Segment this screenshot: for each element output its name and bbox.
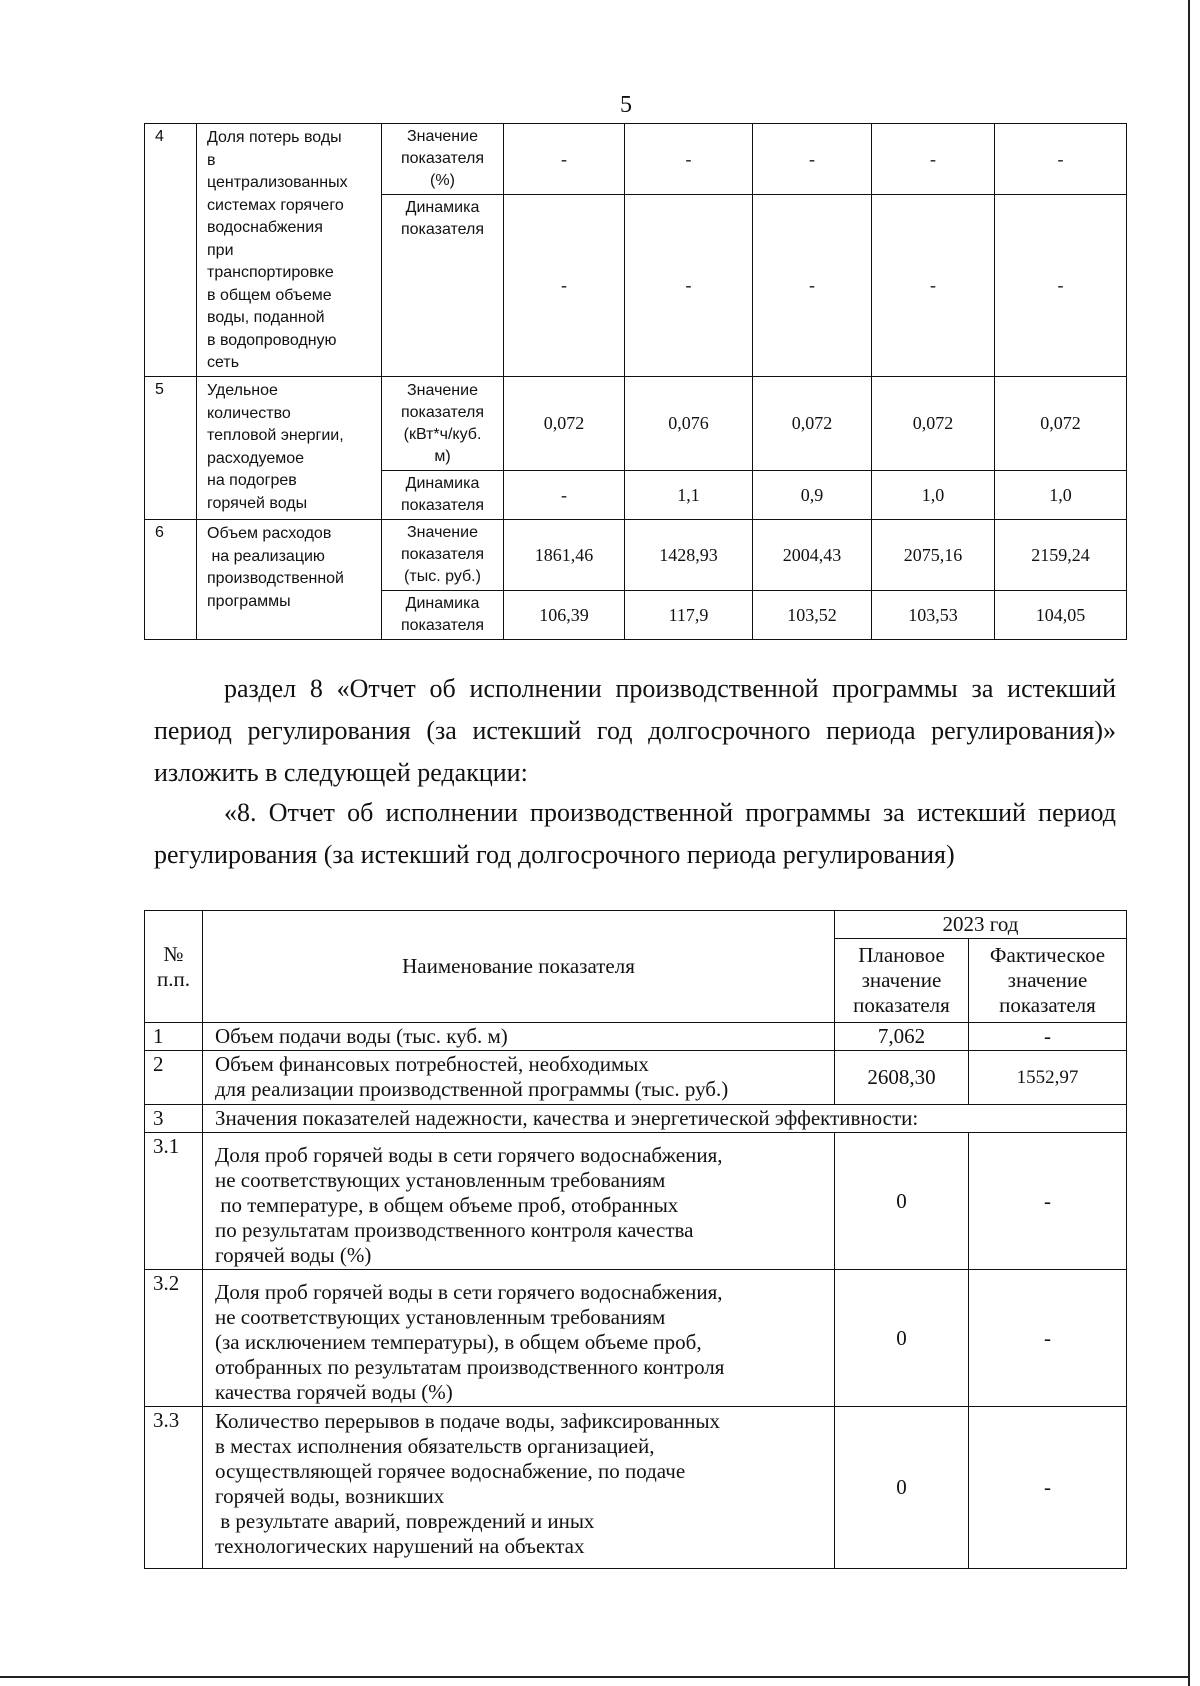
- row-number: 2: [145, 1051, 203, 1105]
- column-header-num: № п.п.: [145, 911, 203, 1023]
- amendment-paragraph: раздел 8 «Отчет об исполнении производственной программы за истекший период регулирования (за истекший год долгосрочного периода регулирования)» изложить в следующей редакции:: [154, 674, 1116, 787]
- planned-value: 0: [835, 1270, 969, 1407]
- dynamics-label: Динамика показателя: [382, 195, 504, 377]
- value-cell: 1861,46: [504, 520, 625, 591]
- indicator-name: Доля потерь воды в централизованных системах горячего водоснабжения при транспортировке в общем объеме воды, поданной в водопроводную сеть: [197, 124, 382, 377]
- dynamics-label: Динамика показателя: [382, 591, 504, 640]
- dynamics-label: Динамика показателя: [382, 471, 504, 520]
- row-number: 1: [145, 1023, 203, 1051]
- row-number: 3.1: [145, 1133, 203, 1270]
- value-cell: 1,0: [872, 471, 995, 520]
- table-row: [145, 1105, 1127, 1133]
- value-label: Значение показателя (%): [382, 124, 504, 195]
- value-cell: -: [625, 124, 753, 195]
- table-row: [145, 1270, 1127, 1407]
- value-cell: 1,1: [625, 471, 753, 520]
- table-row: [145, 1133, 1127, 1270]
- indicator-name: Объем подачи воды (тыс. куб. м): [203, 1023, 835, 1051]
- value-cell: 0,072: [753, 377, 872, 471]
- section-heading: Значения показателей надежности, качества и энергетической эффективности:: [203, 1105, 1127, 1133]
- indicator-name: Доля проб горячей воды в сети горячего водоснабжения, не соответствующих установленным требованиям по температуре, в общем объеме проб, отобранных по результатам производственного контроля качества горячей воды (%): [203, 1133, 835, 1270]
- value-cell: 2075,16: [872, 520, 995, 591]
- scan-edge-bottom: [0, 1676, 1190, 1678]
- planned-value: 2608,30: [835, 1051, 969, 1105]
- row-number: 5: [145, 377, 197, 520]
- planned-value: 7,062: [835, 1023, 969, 1051]
- value-cell: 1428,93: [625, 520, 753, 591]
- column-header-planned: Плановое значение показателя: [835, 939, 969, 1023]
- planned-value: 0: [835, 1407, 969, 1569]
- table-row: [145, 124, 1127, 195]
- actual-value: -: [969, 1023, 1127, 1051]
- row-number: 4: [145, 124, 197, 377]
- scan-edge-right: [1188, 0, 1190, 1686]
- value-cell: 1,0: [995, 471, 1127, 520]
- indicator-name: Доля проб горячей воды в сети горячего водоснабжения, не соответствующих установленным требованиям (за исключением температуры), в общем объеме проб, отобранных по результатам производственного контроля качества горячей воды (%): [203, 1270, 835, 1407]
- table-row: [145, 1051, 1127, 1105]
- value-cell: 103,53: [872, 591, 995, 640]
- value-cell: -: [504, 124, 625, 195]
- value-cell: -: [753, 124, 872, 195]
- value-cell: 0,9: [753, 471, 872, 520]
- value-cell: -: [995, 195, 1127, 377]
- page-number: 5: [620, 92, 632, 118]
- actual-value: -: [969, 1133, 1127, 1270]
- value-cell: 0,072: [504, 377, 625, 471]
- row-number: 3.2: [145, 1270, 203, 1407]
- table-row: [145, 520, 1127, 591]
- indicator-name: Объем расходов на реализацию производственной программы: [197, 520, 382, 640]
- value-label: Значение показателя (тыс. руб.): [382, 520, 504, 591]
- column-header-actual: Фактическое значение показателя: [969, 939, 1127, 1023]
- indicator-name: Объем финансовых потребностей, необходимых для реализации производственной программы (тыс. руб.): [203, 1051, 835, 1105]
- value-cell: -: [504, 195, 625, 377]
- report-table: [144, 910, 1127, 1569]
- indicator-name: Удельное количество тепловой энергии, расходуемое на подогрев горячей воды: [197, 377, 382, 520]
- column-header-name: Наименование показателя: [203, 911, 835, 1023]
- actual-value: -: [969, 1407, 1127, 1569]
- section-8-title: «8. Отчет об исполнении производственной программы за истекший период регулирования (за истекший год долгосрочного периода регулирования): [154, 798, 1116, 869]
- value-cell: 0,072: [995, 377, 1127, 471]
- value-cell: 0,072: [872, 377, 995, 471]
- value-cell: 117,9: [625, 591, 753, 640]
- actual-value: 1552,97: [969, 1051, 1127, 1105]
- planned-value: 0: [835, 1133, 969, 1270]
- column-header-year: 2023 год: [835, 911, 1127, 939]
- actual-value: -: [969, 1270, 1127, 1407]
- value-cell: -: [753, 195, 872, 377]
- row-number: 6: [145, 520, 197, 640]
- table-row: [145, 1023, 1127, 1051]
- indicators-table: [144, 123, 1127, 640]
- value-cell: -: [504, 471, 625, 520]
- row-number: 3.3: [145, 1407, 203, 1569]
- value-cell: 0,076: [625, 377, 753, 471]
- value-cell: -: [872, 195, 995, 377]
- value-cell: 104,05: [995, 591, 1127, 640]
- table-row: [145, 1407, 1127, 1569]
- value-cell: -: [995, 124, 1127, 195]
- indicator-name: Количество перерывов в подаче воды, зафиксированных в местах исполнения обязательств организацией, осуществляющей горячее водоснабжение, по подаче горячей воды, возникших в результате аварий, повреждений и иных технологических нарушений на объектах: [203, 1407, 835, 1569]
- value-cell: -: [872, 124, 995, 195]
- value-label: Значение показателя (кВт*ч/куб. м): [382, 377, 504, 471]
- value-cell: 2004,43: [753, 520, 872, 591]
- table-row: [145, 377, 1127, 471]
- value-cell: 103,52: [753, 591, 872, 640]
- table-header-row: [145, 911, 1127, 939]
- value-cell: 106,39: [504, 591, 625, 640]
- row-number: 3: [145, 1105, 203, 1133]
- value-cell: 2159,24: [995, 520, 1127, 591]
- value-cell: -: [625, 195, 753, 377]
